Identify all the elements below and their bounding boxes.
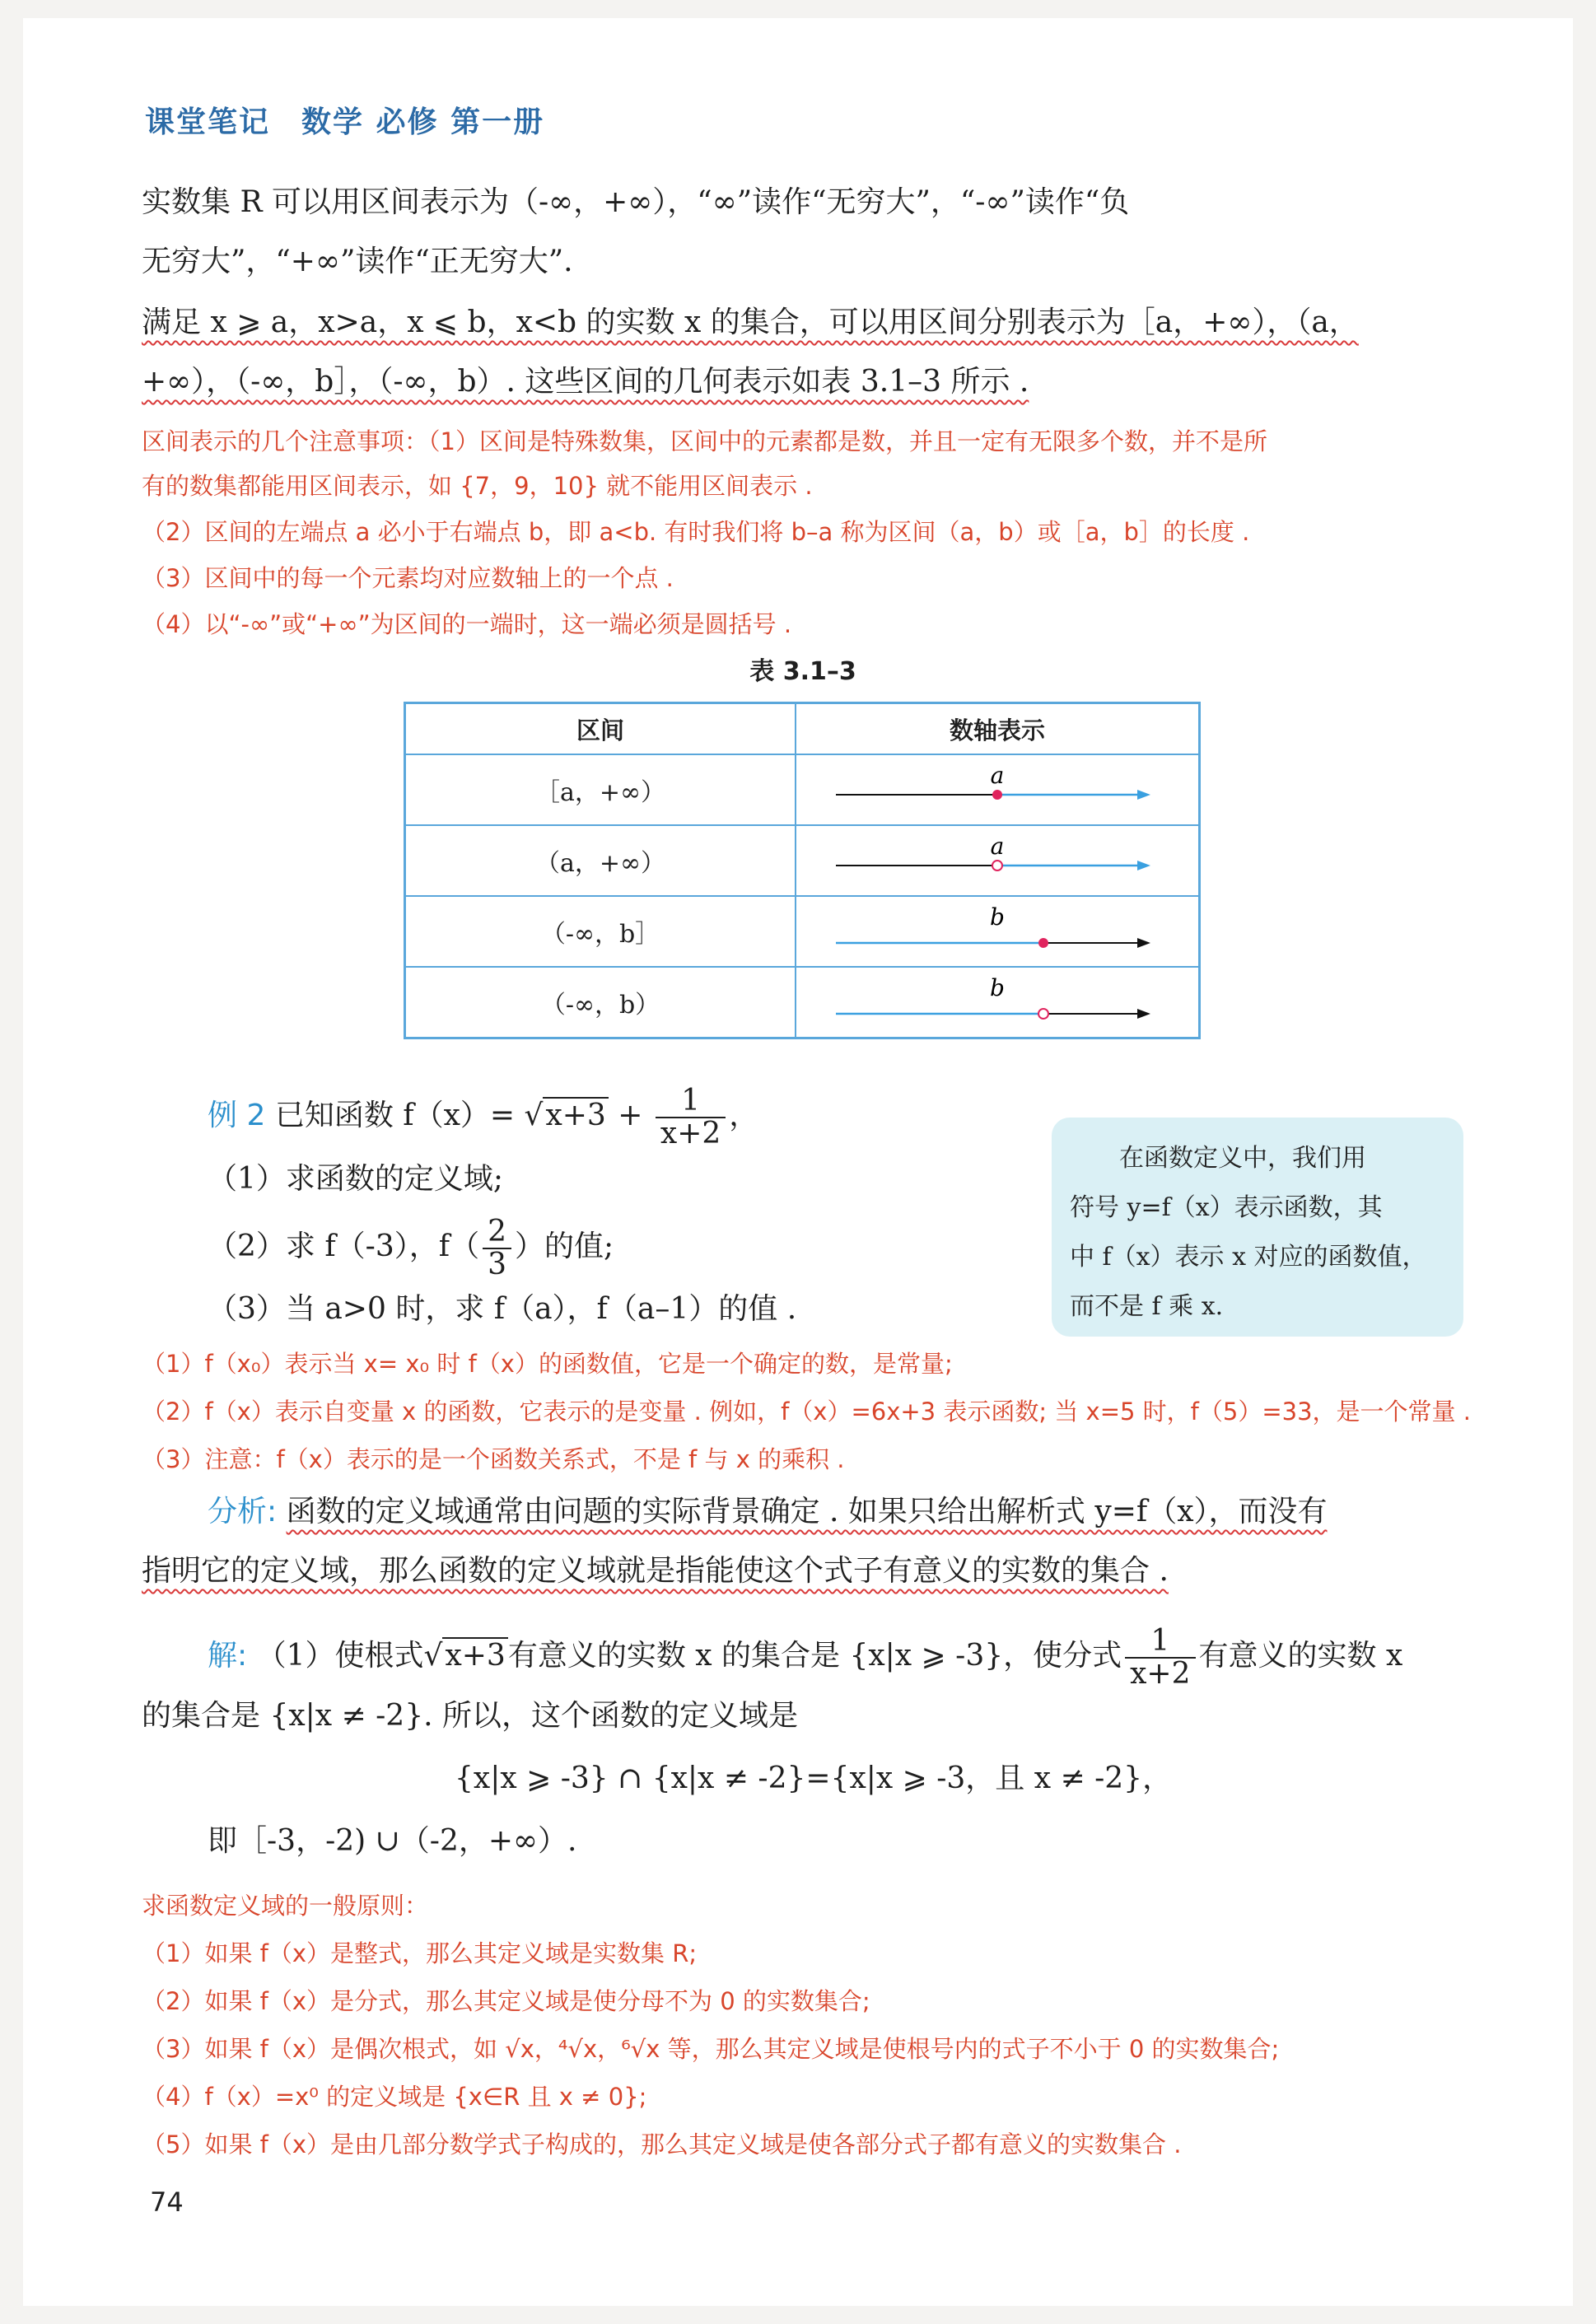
number-line-cell [796,825,1200,896]
side-note-box [1052,1118,1463,1337]
fraction-denominator: x+2 [660,1117,721,1150]
point-label: b [990,974,1005,1001]
note1-line3: （2）区间的左端点 a 必小于右端点 b，即 a<b. 有时我们将 b–a 称为区间（a，b）或［a，b］的长度 . [142,518,1250,546]
q2-suffix: ）的值; [514,1230,614,1263]
fraction [483,1216,511,1281]
note3-line1: 求函数定义域的一般原则： [142,1892,429,1920]
page-number: 74 [150,2186,184,2218]
note3-line4: （3）如果 f（x）是偶次根式，如 √x，⁴√x，⁶√x 等，那么其定义域是使根号内的式子不小于 0 的实数集合; [142,2035,1280,2063]
analysis-line2: 指明它的定义域，那么函数的定义域就是指能使这个式子有意义的实数的集合 . [142,1554,1169,1588]
closed-point [992,790,1002,800]
point-label: a [990,762,1005,789]
side-note-line: 中 f（x）表示 x 对应的函数值， [1070,1243,1427,1272]
note1-line4: （3）区间中的每一个元素均对应数轴上的一个点 . [142,564,674,592]
point-label: a [990,833,1005,860]
solution-label: 解: [208,1639,248,1673]
note1-line2: 有的数集都能用区间表示，如 {7，9，10} 就不能用区间表示 . [142,472,813,500]
note3-line5: （4）f（x）=x⁰ 的定义域是 {x∈R 且 x ≠ 0}; [142,2083,647,2111]
note2-line2: （2）f（x）表示自变量 x 的函数，它表示的是变量 . 例如，f（x）=6x+3 表示函数; 当 x=5 时，f（5）=33，是一个常量 . [142,1398,1471,1426]
fraction [1125,1626,1195,1690]
fraction [656,1085,726,1150]
arrow-icon [1137,1009,1150,1019]
table-row [405,825,1200,896]
number-line-open-ray-right [796,826,1198,895]
solution-line3: {x|x ⩾ -3} ∩ {x|x ≠ -2}={x|x ⩾ -3，且 x ≠ -2}， [455,1762,1173,1795]
para2-line1: 满足 x ⩾ a，x>a，x ⩽ b，x<b 的实数 x 的集合，可以用区间分别表示为［a，+∞），（a， [142,306,1359,339]
interval-cell: （-∞，b） [405,967,796,1038]
example-label: 例 2 [208,1099,266,1132]
number-line-cell [796,754,1200,825]
table-row [405,754,1200,825]
fraction-numerator: 2 [483,1216,511,1249]
number-line-closed-ray-left [796,897,1198,966]
note2-line1: （1）f（x₀）表示当 x= x₀ 时 f（x）的函数值，它是一个确定的数，是常量; [142,1350,953,1378]
question-1: （1）求函数的定义域; [208,1162,504,1196]
page-header: 课堂笔记 数学 必修 第一册 [145,105,545,139]
note3-line6: （5）如果 f（x）是由几部分数学式子构成的，那么其定义域是使各部分式子都有意义的实数集合 . [142,2130,1182,2158]
fraction-numerator: 1 [656,1085,726,1118]
fraction-numerator: 1 [1125,1626,1195,1659]
header-interval: 区间 [405,703,796,755]
open-point [1038,1009,1048,1019]
solution-line1: 解: （1）使根式√x+3有意义的实数 x 的集合是 {x|x ⩾ -3}，使分式 $\frac{1}{x+2}$ 有意义的实数 x [208,1624,1403,1691]
header-number-line: 数轴表示 [796,703,1200,755]
analysis-label: 分析: [208,1495,278,1528]
fraction-denominator: x+2 [1130,1657,1191,1691]
number-line-cell [796,896,1200,967]
side-note-line: 符号 y=f（x）表示函数，其 [1070,1193,1383,1222]
sqrt-radicand: x+3 [442,1637,507,1673]
number-line-closed-ray-right [796,755,1198,824]
solution-text: 有意义的实数 x [1198,1639,1403,1673]
solution-text: 有意义的实数 x 的集合是 {x|x ⩾ -3}，使分式 [507,1639,1122,1673]
question-3: （3）当 a>0 时，求 f（a），f（a–1）的值 . [208,1292,797,1326]
plus-sign: + [608,1099,652,1132]
sqrt-radicand: x+3 [543,1097,608,1132]
side-note-line: 在函数定义中，我们用 [1119,1144,1366,1173]
number-line-cell [796,967,1200,1038]
solution-text: （1）使根式 [256,1639,424,1673]
stem-end: ， [729,1099,759,1132]
example-stem: 例 2 已知函数 f（x）= √x+3 + $\frac{1}{x+2}$ ， [208,1084,759,1150]
solution-line4: 即［-3，-2) ∪（-2，+∞）. [208,1824,577,1858]
example-stem-text: 已知函数 f（x）= [274,1099,525,1132]
arrow-icon [1137,790,1150,800]
fraction-denominator: 3 [488,1248,506,1281]
table-header-row [405,703,1200,755]
analysis-text: 函数的定义域通常由问题的实际背景确定 . 如果只给出解析式 y=f（x），而没有 [286,1495,1328,1528]
point-label: b [990,903,1005,931]
solution-line2: 的集合是 {x|x ≠ -2}. 所以，这个函数的定义域是 [142,1699,798,1733]
note1-line1: 区间表示的几个注意事项：（1）区间是特殊数集，区间中的元素都是数，并且一定有无限多个数，并不是所 [142,427,1267,455]
table-caption: 表 3.1–3 [749,657,856,686]
open-point [992,861,1002,870]
para1-line2: 无穷大”，“+∞”读作“正无穷大”. [142,245,573,278]
table-row [405,896,1200,967]
side-note-line: 而不是 f 乘 x. [1070,1292,1224,1321]
number-line-open-ray-left [796,968,1198,1037]
note3-line2: （1）如果 f（x）是整式，那么其定义域是实数集 R; [142,1939,698,1967]
q2-prefix: （2）求 f（-3），f（ [208,1230,480,1263]
para1-line1: 实数集 R 可以用区间表示为（-∞，+∞），“∞”读作“无穷大”，“-∞”读作“负 [142,185,1130,219]
interval-cell: （-∞，b］ [405,896,796,967]
note3-line3: （2）如果 f（x）是分式，那么其定义域是使分母不为 0 的实数集合; [142,1987,870,2015]
analysis-line1 [208,1482,1533,1542]
interval-cell: （a，+∞） [405,825,796,896]
closed-point [1038,938,1048,948]
note1-line5: （4）以“-∞”或“+∞”为区间的一端时，这一端必须是圆括号 . [142,610,792,638]
note2-line3: （3）注意：f（x）表示的是一个函数关系式，不是 f 与 x 的乘积 . [142,1445,845,1473]
arrow-icon [1137,938,1150,948]
table-row [405,967,1200,1038]
interval-table [404,702,1201,1039]
arrow-icon [1137,861,1150,870]
para2-line2: +∞），（-∞，b］，（-∞，b）. 这些区间的几何表示如表 3.1–3 所示 . [142,365,1029,399]
interval-cell: ［a，+∞） [405,754,796,825]
